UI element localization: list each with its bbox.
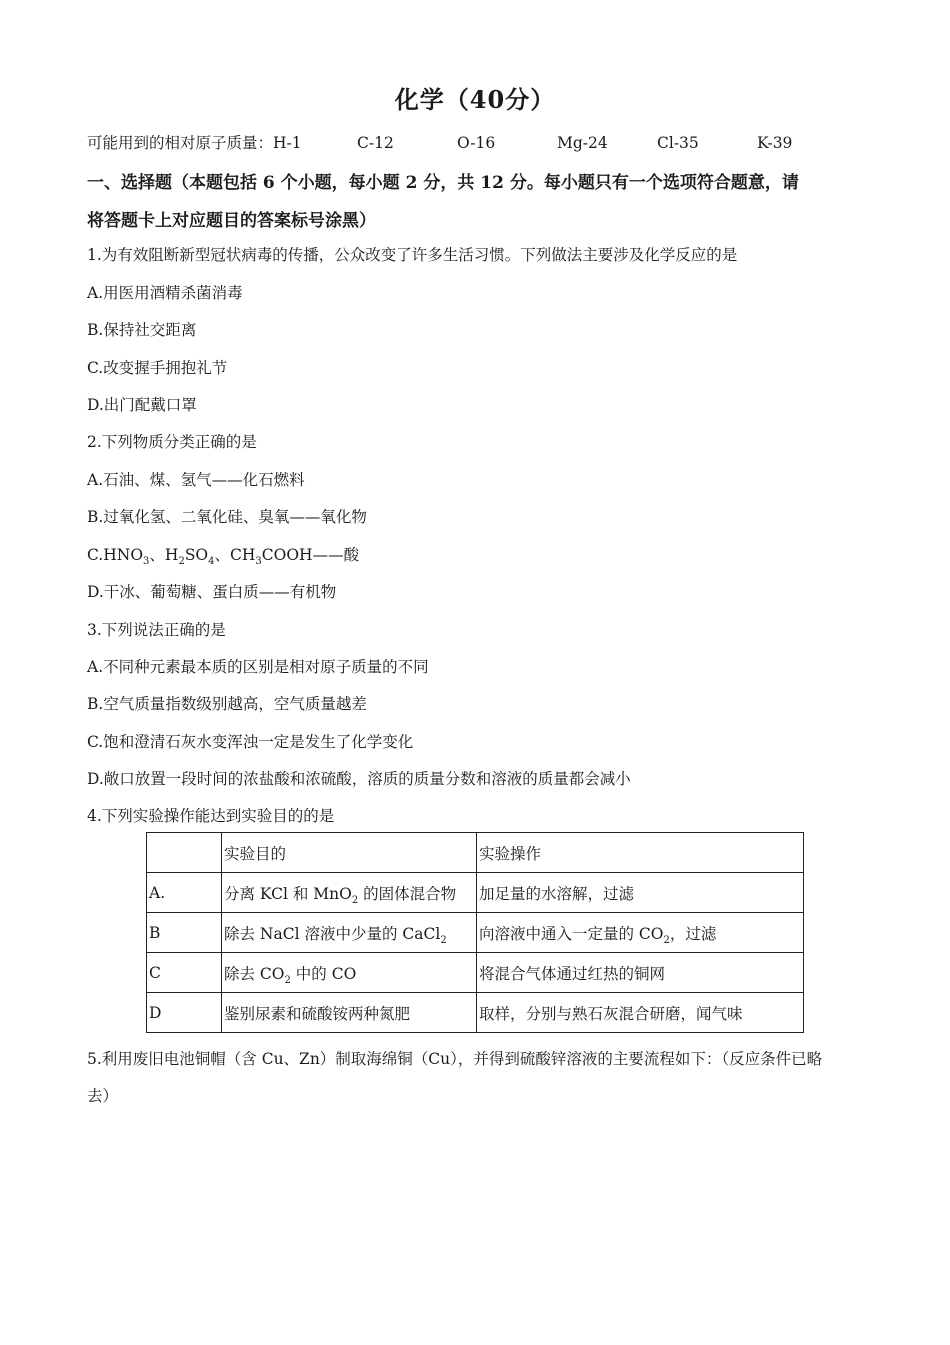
row-b-goal-text: 除去 NaCl 溶液中少量的 CaCl: [224, 924, 441, 943]
q1-option-c: C.改变握手拥抱礼节: [87, 359, 228, 377]
row-b-goal: [222, 913, 477, 953]
table-header-goal: 实验目的: [222, 833, 477, 873]
page-title: 化学（40分）: [394, 85, 556, 114]
q2c-text5: COOH——酸: [261, 546, 360, 564]
q1-stem: 1.为有效阻断新型冠状病毒的传播，公众改变了许多生活习惯。下列做法主要涉及化学反应的是: [87, 246, 738, 264]
q2c-text2: 、H: [149, 546, 179, 564]
mass-cl: Cl-35: [657, 134, 699, 152]
q2-option-d: D.干冰、葡萄糖、蛋白质——有机物: [87, 583, 337, 601]
q1-option-a: A.用医用酒精杀菌消毒: [87, 284, 243, 302]
row-c-goal-sub: 2: [284, 974, 291, 986]
table-row-c: [147, 953, 804, 993]
mass-o: O-16: [457, 134, 496, 152]
mass-h: H-1: [273, 134, 302, 152]
q2c-sub3: 4: [208, 556, 215, 568]
table-row-a: [147, 873, 804, 913]
row-c-goal-text1: 除去 CO: [224, 964, 285, 983]
q1-option-d: D.出门配戴口罩: [87, 396, 197, 414]
row-b-op-text2: ，过滤: [669, 924, 717, 943]
atomic-masses-line: [87, 131, 792, 153]
q2-stem: 2.下列物质分类正确的是: [87, 433, 257, 451]
table-header-blank: [147, 833, 222, 873]
row-c-label: C: [147, 953, 222, 993]
row-a-goal-text1: 分离 KCl 和 MnO: [224, 884, 352, 903]
q2-option-b: B.过氧化氢、二氧化硅、臭氧——氧化物: [87, 508, 367, 526]
row-d-goal: 鉴别尿素和硫酸铵两种氮肥: [222, 993, 477, 1033]
row-b-label: B: [147, 913, 222, 953]
row-b-op-text1: 向溶液中通入一定量的 CO: [479, 924, 664, 943]
q2c-text4: 、CH: [214, 546, 256, 564]
q2-option-a: A.石油、煤、氢气——化石燃料: [87, 471, 305, 489]
q4-stem: 4.下列实验操作能达到实验目的的是: [87, 807, 335, 825]
q2c-text3: SO: [184, 546, 209, 564]
q2c-sub4: 3: [255, 556, 262, 568]
q2c-text1: C.HNO: [87, 546, 144, 564]
row-b-operation: [477, 913, 804, 953]
row-a-goal: [222, 873, 477, 913]
row-c-operation: 将混合气体通过红热的铜网: [477, 953, 804, 993]
q1-option-b: B.保持社交距离: [87, 321, 197, 339]
row-b-goal-sub: 2: [440, 934, 447, 946]
q3-option-b: B.空气质量指数级别越高，空气质量越差: [87, 695, 367, 713]
table-row-d: [147, 993, 804, 1033]
q3-option-c: C.饱和澄清石灰水变浑浊一定是发生了化学变化: [87, 733, 414, 751]
q5-stem-line2: 去）: [87, 1087, 119, 1105]
row-d-operation: 取样，分别与熟石灰混合研磨，闻气味: [477, 993, 804, 1033]
row-a-goal-text2: 的固体混合物: [358, 884, 457, 903]
q5-stem-line1: 5.利用废旧电池铜帽（含 Cu、Zn）制取海绵铜（Cu），并得到硫酸锌溶液的主要流程如下：（反应条件已略: [87, 1050, 823, 1068]
section-heading-line2: 将答题卡上对应题目的答案标号涂黑）: [87, 211, 376, 231]
mass-mg: Mg-24: [557, 134, 608, 152]
row-a-label: A.: [147, 873, 222, 913]
row-a-operation: 加足量的水溶解，过滤: [477, 873, 804, 913]
q3-option-d: D.敞口放置一段时间的浓盐酸和浓硫酸，溶质的质量分数和溶液的质量都会减小: [87, 770, 631, 788]
q2c-sub2: 2: [178, 556, 185, 568]
row-c-goal: [222, 953, 477, 993]
table-header-row: [147, 833, 804, 873]
atomic-masses-label: [87, 131, 357, 153]
mass-c: C-12: [357, 134, 394, 152]
q2-option-c: [87, 543, 360, 568]
masses-label-text: 可能用到的相对原子质量：: [87, 134, 274, 152]
table-header-operation: 实验操作: [477, 833, 804, 873]
row-b-op-sub: 2: [663, 934, 670, 946]
mass-k: K-39: [757, 134, 793, 152]
q4-experiment-table: [146, 832, 804, 1033]
q3-stem: 3.下列说法正确的是: [87, 621, 226, 639]
row-c-goal-text2: 中的 CO: [290, 964, 357, 983]
section-heading-line1: 一、选择题（本题包括 6 个小题，每小题 2 分，共 12 分。每小题只有一个选项符合题意，请: [87, 173, 799, 193]
table-row-b: [147, 913, 804, 953]
q3-option-a: A.不同种元素最本质的区别是相对原子质量的不同: [87, 658, 429, 676]
row-a-goal-sub: 2: [351, 894, 359, 906]
row-d-label: D: [147, 993, 222, 1033]
q2c-sub1: 3: [143, 556, 150, 568]
